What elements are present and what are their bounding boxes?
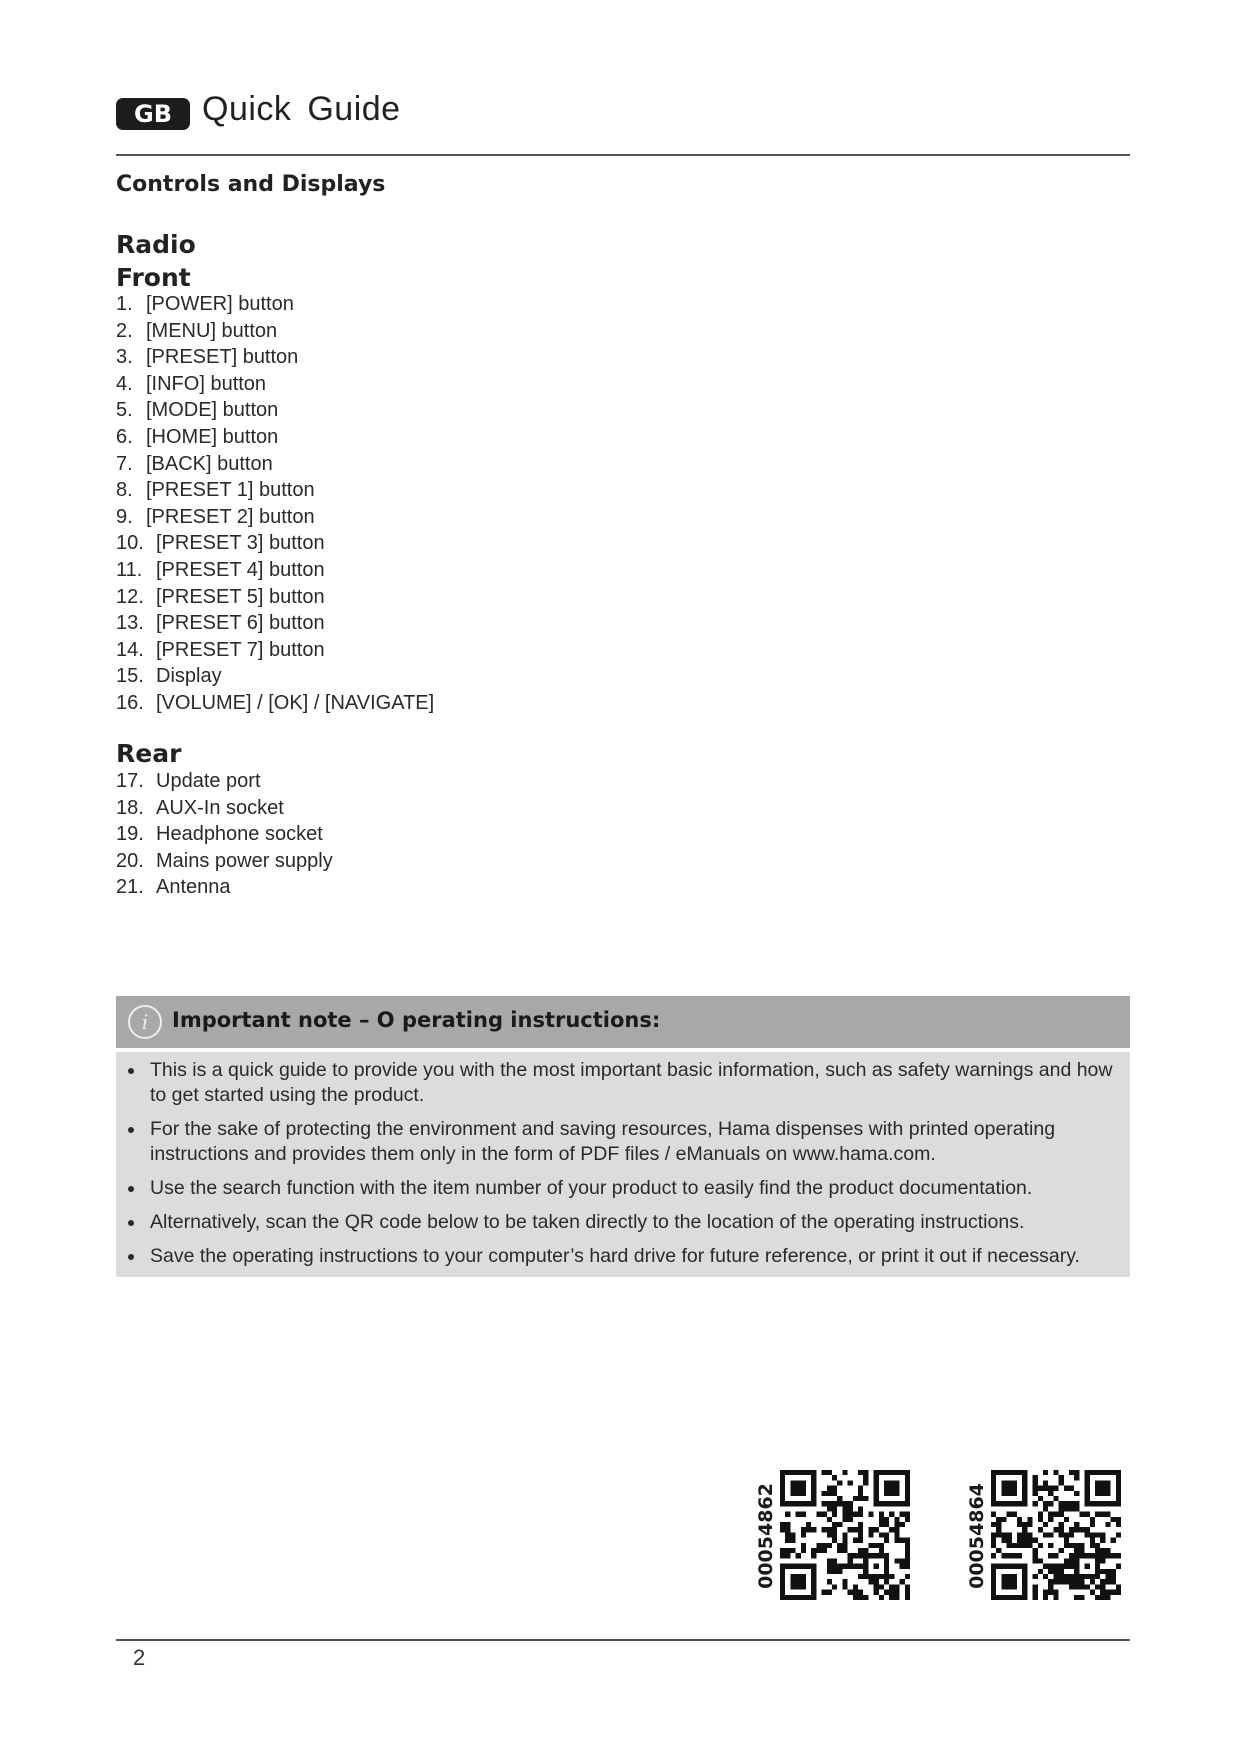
item-text: [VOLUME] / [OK] / [NAVIGATE] — [156, 691, 435, 714]
front-controls-list — [116, 291, 434, 717]
note-bullet-list — [116, 1052, 1130, 1269]
item-number: 13. — [116, 612, 144, 635]
page-header — [116, 90, 1128, 156]
item-number: 5. — [116, 399, 133, 422]
section-title: Controls and Displays — [116, 172, 386, 197]
item-number: 21. — [116, 876, 144, 899]
item-text: Update port — [156, 770, 261, 792]
item-number: 9. — [116, 505, 133, 528]
list-item — [116, 795, 333, 822]
item-number: 14. — [116, 638, 144, 661]
list-item — [116, 477, 434, 504]
page-number: 2 — [133, 1645, 146, 1670]
item-text: [MENU] button — [146, 319, 278, 342]
list-item — [116, 371, 434, 398]
list-item — [116, 530, 434, 557]
list-item — [116, 874, 333, 901]
item-number: 17. — [116, 770, 144, 792]
qr-item-number — [752, 1470, 780, 1602]
item-text: [PRESET 4] button — [156, 558, 325, 581]
list-item — [116, 637, 434, 664]
note-bullet: • This is a quick guide to provide you with the most important basic information, such as safety warnings and how to get started using the product. — [146, 1058, 1116, 1108]
note-bullet: • Use the search function with the item number of your product to easily find the product documentation. — [146, 1176, 1116, 1201]
qr-item-number-text: 00054864 — [966, 1483, 988, 1589]
item-text: AUX-In socket — [156, 796, 284, 819]
list-item — [116, 821, 333, 848]
info-icon: i — [128, 1005, 162, 1039]
header-divider — [116, 154, 1130, 156]
item-number: 8. — [116, 479, 133, 502]
list-item — [116, 504, 434, 531]
item-text: [PRESET 6] button — [156, 612, 325, 635]
language-badge: GB — [116, 98, 190, 130]
list-item — [116, 557, 434, 584]
item-text: [MODE] button — [146, 399, 279, 422]
item-number: 3. — [116, 346, 133, 369]
list-item — [116, 291, 434, 318]
note-bullet: • For the sake of protecting the environment and saving resources, Hama dispenses with printed operating instructions and provides them only in the form of PDF files / eManuals on www.hama.com. — [146, 1117, 1116, 1167]
list-item — [116, 318, 434, 345]
item-number: 2. — [116, 319, 133, 342]
rear-controls-list — [116, 768, 333, 901]
item-text: Display — [156, 665, 222, 688]
footer-divider — [116, 1639, 1130, 1641]
item-number: 6. — [116, 425, 133, 448]
rear-heading: Rear — [116, 739, 182, 768]
item-number: 7. — [116, 452, 133, 475]
item-text: Headphone socket — [156, 823, 323, 846]
item-number: 4. — [116, 372, 133, 395]
item-number: 12. — [116, 585, 144, 608]
item-number: 10. — [116, 532, 144, 555]
item-text: [POWER] button — [146, 293, 294, 315]
item-number: 20. — [116, 849, 144, 872]
item-text: [PRESET 2] button — [146, 505, 315, 528]
radio-heading: Radio — [116, 230, 196, 259]
item-number: 1. — [116, 293, 133, 315]
item-text: [PRESET] button — [146, 346, 299, 369]
list-item — [116, 768, 333, 795]
list-item — [116, 424, 434, 451]
item-text: [PRESET 3] button — [156, 532, 325, 555]
item-text: Antenna — [156, 876, 231, 899]
list-item — [116, 663, 434, 690]
item-text: [BACK] button — [146, 452, 273, 475]
note-header — [116, 996, 1130, 1048]
qr-code-icon[interactable] — [780, 1470, 910, 1600]
qr-code-icon[interactable] — [991, 1470, 1121, 1600]
note-body — [116, 1052, 1130, 1277]
list-item — [116, 690, 434, 717]
item-number: 15. — [116, 665, 144, 688]
qr-item-number-text: 00054862 — [755, 1483, 777, 1589]
list-item — [116, 397, 434, 424]
list-item — [116, 584, 434, 611]
item-number: 11. — [116, 558, 143, 581]
item-number: 16. — [116, 691, 144, 714]
note-bullet: • Save the operating instructions to your computer’s hard drive for future reference, or print it out if necessary. — [146, 1244, 1116, 1269]
qr-item-number — [963, 1470, 991, 1602]
note-title: Important note – O perating instructions: — [172, 1008, 661, 1032]
list-item — [116, 848, 333, 875]
item-number: 18. — [116, 796, 144, 819]
item-text: [HOME] button — [146, 425, 279, 448]
item-text: Mains power supply — [156, 849, 333, 872]
item-text: [PRESET 1] button — [146, 479, 315, 502]
note-bullet: • Alternatively, scan the QR code below to be taken directly to the location of the operating instructions. — [146, 1210, 1116, 1235]
list-item — [116, 344, 434, 371]
item-text: [PRESET 7] button — [156, 638, 325, 661]
front-heading: Front — [116, 263, 191, 292]
page-title: Quick Guide — [202, 90, 401, 128]
important-note-box — [116, 996, 1130, 1277]
item-text: [INFO] button — [146, 372, 267, 395]
list-item — [116, 451, 434, 478]
item-number: 19. — [116, 823, 144, 846]
item-text: [PRESET 5] button — [156, 585, 325, 608]
list-item — [116, 610, 434, 637]
